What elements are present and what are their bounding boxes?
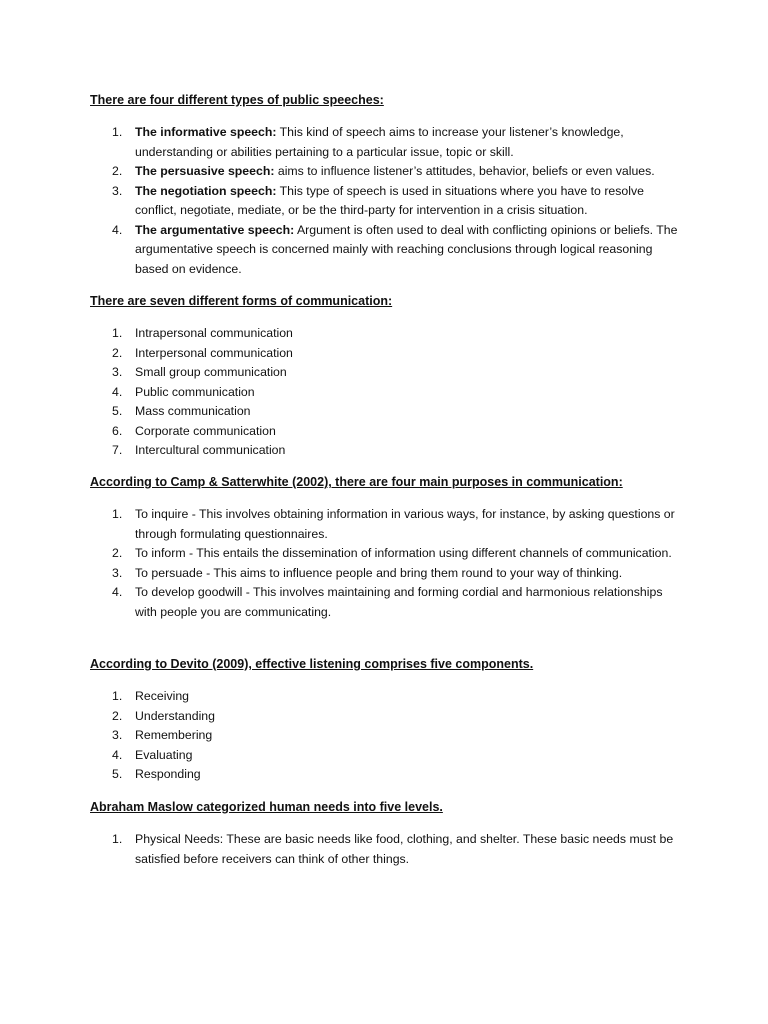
section-public-speeches bbox=[90, 92, 690, 279]
numbered-list bbox=[90, 687, 690, 785]
list-item: 6. Corporate communication bbox=[112, 423, 276, 438]
list-item: 1. Receiving bbox=[112, 689, 189, 703]
list-item: 2. Interpersonal communication bbox=[112, 345, 293, 360]
list-item: 2. Understanding bbox=[112, 708, 215, 723]
numbered-list bbox=[90, 324, 690, 461]
numbered-list bbox=[90, 830, 690, 869]
list-item: 7. Intercultural communication bbox=[112, 443, 286, 457]
list-item: 5. Responding bbox=[112, 767, 201, 781]
item-label: The negotiation speech: bbox=[135, 183, 277, 198]
list-item: 3. Remembering bbox=[112, 728, 213, 742]
list-item: 1. To inquire - This involves obtaining information in various ways, for instance, by asking questions or through formulating questionnaires. bbox=[112, 507, 675, 541]
section-heading: According to Camp & Satterwhite (2002), there are four main purposes in communication: bbox=[90, 475, 623, 489]
item-label: The persuasive speech: bbox=[135, 164, 275, 178]
list-item: 2. The persuasive speech: aims to influence listener’s attitudes, behavior, beliefs or even values. bbox=[112, 164, 655, 178]
list-item: 4. Public communication bbox=[112, 384, 255, 399]
list-item: 3. Small group communication bbox=[112, 365, 287, 379]
list-item: 1. Physical Needs: These are basic needs like food, clothing, and shelter. These basic needs must be satisfied before receivers can think of other things. bbox=[112, 832, 674, 866]
numbered-list bbox=[90, 123, 690, 279]
section-maslow-needs bbox=[90, 799, 690, 869]
list-item: 3. The negotiation speech: This type of speech is used in situations where you have to resolve conflict, negotiate, mediate, or be the third-party for intervention in a crisis situation. bbox=[112, 183, 644, 217]
section-forms-of-communication bbox=[90, 293, 690, 461]
list-item: 4. The argumentative speech: Argument is often used to deal with conflicting opinions or beliefs. The argumentative speech is concerned mainly with reaching conclusions through logical reasoning based on evidence. bbox=[112, 222, 678, 276]
list-item: 1. The informative speech: This kind of speech aims to increase your listener’s knowledge, understanding or abilities pertaining to a particular issue, topic or skill. bbox=[112, 125, 624, 159]
numbered-list bbox=[90, 505, 690, 622]
list-item: 4. To develop goodwill - This involves maintaining and forming cordial and harmonious relationships with people you are communicating. bbox=[112, 585, 663, 619]
list-item: 4. Evaluating bbox=[112, 747, 193, 762]
section-heading: There are seven different forms of communication: bbox=[90, 294, 393, 308]
section-effective-listening bbox=[90, 656, 690, 785]
list-item: 1. Intrapersonal communication bbox=[112, 326, 293, 340]
item-label: The argumentative speech: bbox=[135, 222, 295, 237]
section-heading: There are four different types of public speeches: bbox=[90, 93, 384, 107]
list-item: 5. Mass communication bbox=[112, 404, 251, 418]
list-item: 3. To persuade - This aims to influence people and bring them round to your way of thinking. bbox=[112, 565, 623, 580]
section-purposes-of-communication bbox=[90, 474, 690, 622]
list-item: 2. To inform - This entails the dissemination of information using different channels of communication. bbox=[112, 546, 672, 560]
section-heading: Abraham Maslow categorized human needs into five levels. bbox=[90, 800, 443, 814]
item-label: The informative speech: bbox=[135, 125, 277, 139]
section-heading: According to Devito (2009), effective listening comprises five components. bbox=[90, 657, 534, 671]
